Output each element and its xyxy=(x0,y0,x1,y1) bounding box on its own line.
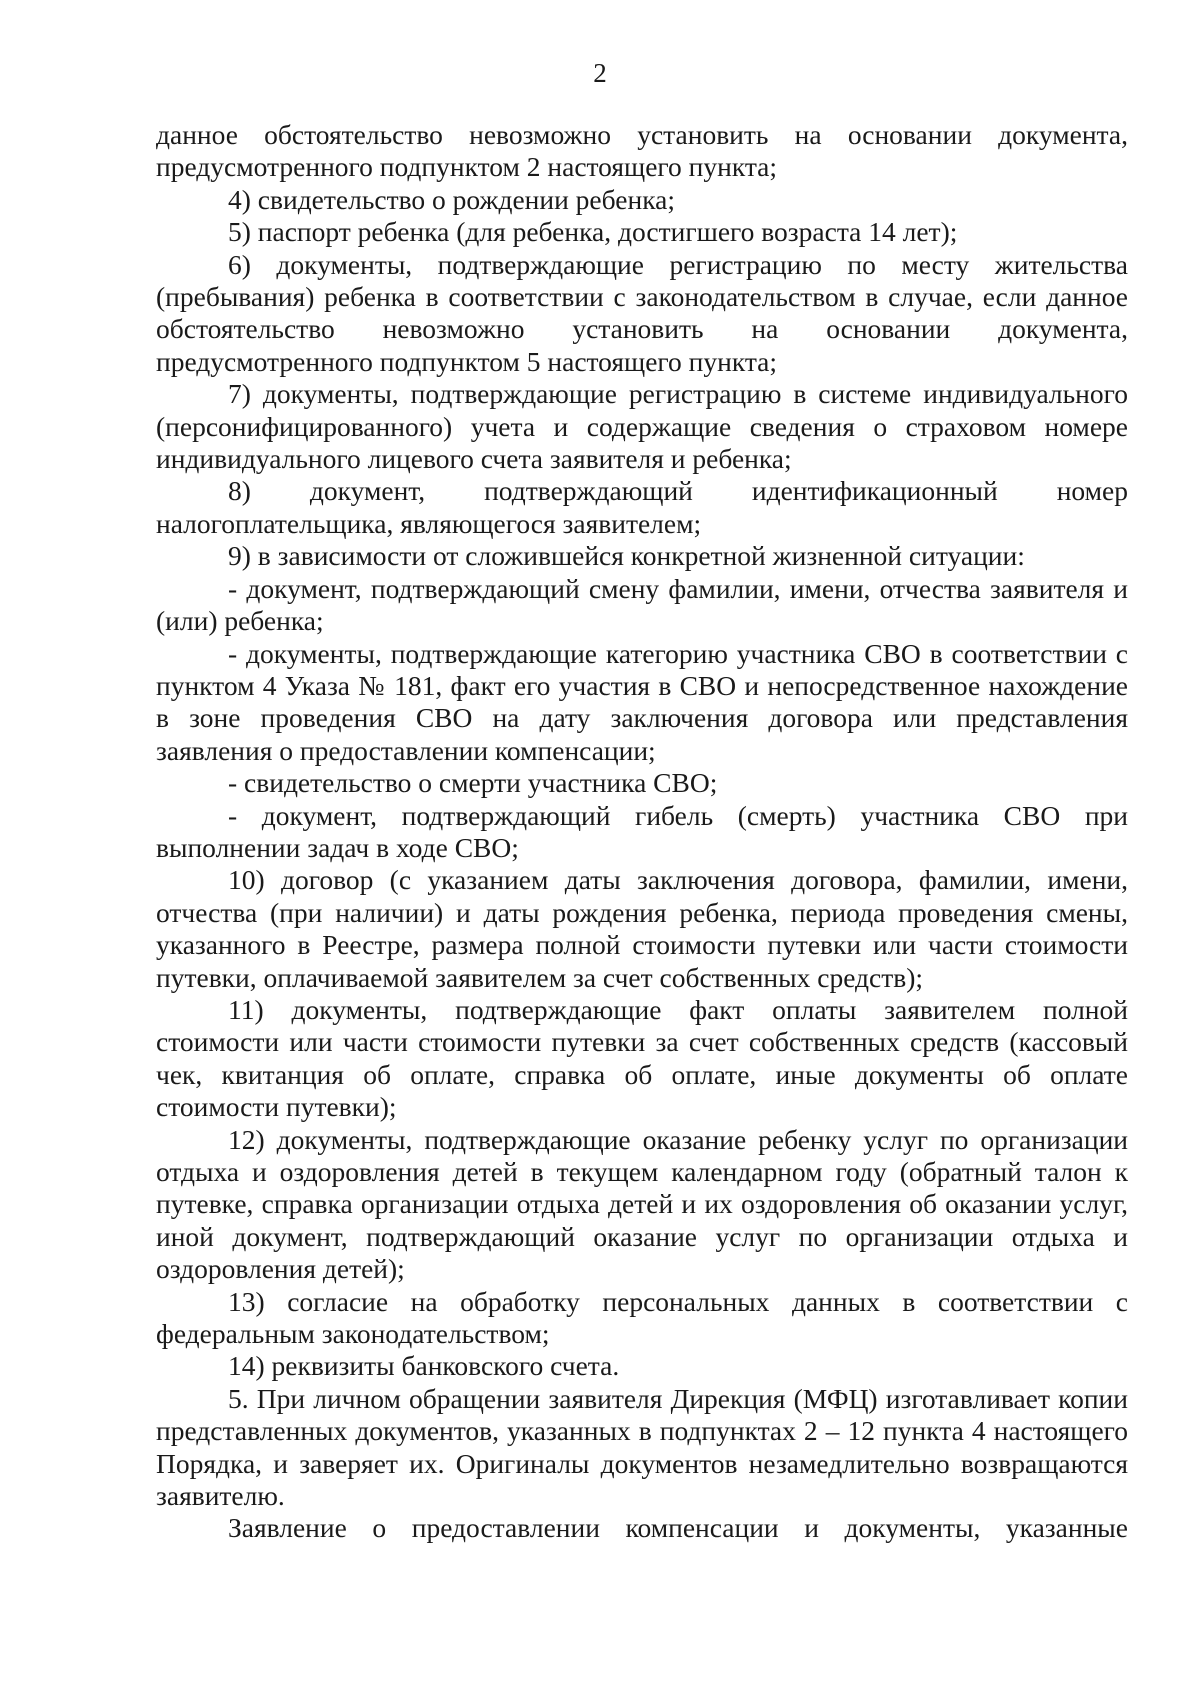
paragraph-item-6: 6) документы, подтверждающие регистрацию по месту жительства (пребывания) ребенка в соответствии с законодательством в случае, если данное обстоятельство невозможно установить на основании документа, предусмотренного подпунктом 5 настоящего пункта; xyxy=(156,248,1128,377)
paragraph-item-10: 10) договор (с указанием даты заключения договора, фамилии, имени, отчества (при наличии) и даты рождения ребенка, периода проведения смены, указанного в Реестре, размера полной стоимости путевки или части стоимости путевки, оплачиваемой заявителем за счет собственных средств); xyxy=(156,864,1128,993)
paragraph-item-14: 14) реквизиты банковского счета. xyxy=(228,1350,620,1382)
paragraph-item-9: 9) в зависимости от сложившейся конкретной жизненной ситуации: xyxy=(228,540,1025,572)
paragraph-subitem-svo-category: - документы, подтверждающие категорию участника СВО в соответствии с пунктом 4 Указа № 181, факт его участия в СВО и непосредственное нахождение в зоне проведения СВО на дату заключения договора или представления заявления о предоставлении компенсации; xyxy=(156,637,1128,766)
paragraph-item-8: 8) документ, подтверждающий идентификационный номер налогоплательщика, являющегося заявителем; xyxy=(156,475,1128,539)
paragraph-item-13: 13) согласие на обработку персональных данных в соответствии с федеральным законодательством; xyxy=(156,1285,1128,1350)
paragraph-subitem-name-change: - документ, подтверждающий смену фамилии, имени, отчества заявителя и (или) ребенка; xyxy=(156,572,1128,637)
paragraph-application-docs: Заявление о предоставлении компенсации и документы, указанные xyxy=(228,1512,1128,1544)
paragraph-section-5: 5. При личном обращении заявителя Дирекция (МФЦ) изготавливает копии представленных документов, указанных в подпунктах 2 – 12 пункта 4 настоящего Порядка, и заверяет их. Оригиналы документов незамедлительно возвращаются заявителю. xyxy=(156,1382,1128,1512)
paragraph-item-5: 5) паспорт ребенка (для ребенка, достигшего возраста 14 лет); xyxy=(228,216,958,248)
paragraph-item-11: 11) документы, подтверждающие факт оплаты заявителем полной стоимости или части стоимости путевки за счет собственных средств (кассовый чек, квитанция об оплате, справка об оплате, иные документы об оплате стоимости путевки); xyxy=(156,993,1128,1123)
page-number: 2 xyxy=(593,58,607,88)
paragraph-subitem-death-confirmation: - документ, подтверждающий гибель (смерть) участника СВО при выполнении задач в ходе СВО; xyxy=(156,799,1128,863)
document-body xyxy=(156,119,1128,1545)
paragraph-subitem-death-certificate: - свидетельство о смерти участника СВО; xyxy=(228,767,718,799)
paragraph-item-12: 12) документы, подтверждающие оказание ребенку услуг по организации отдыха и оздоровления детей в текущем календарном году (обратный талон к путевке, справка организации отдыха детей и их оздоровления об оказании услуг, иной документ, подтверждающий оказание услуг по организации отдыха и оздоровления детей); xyxy=(156,1123,1128,1285)
paragraph-item-7: 7) документы, подтверждающие регистрацию в системе индивидуального (персонифицированного) учета и содержащие сведения о страховом номере индивидуального лицевого счета заявителя и ребенка; xyxy=(156,378,1128,475)
paragraph-continuation: данное обстоятельство невозможно установить на основании документа, предусмотренного подпунктом 2 настоящего пункта; xyxy=(156,119,1128,183)
paragraph-item-4: 4) свидетельство о рождении ребенка; xyxy=(228,183,675,215)
